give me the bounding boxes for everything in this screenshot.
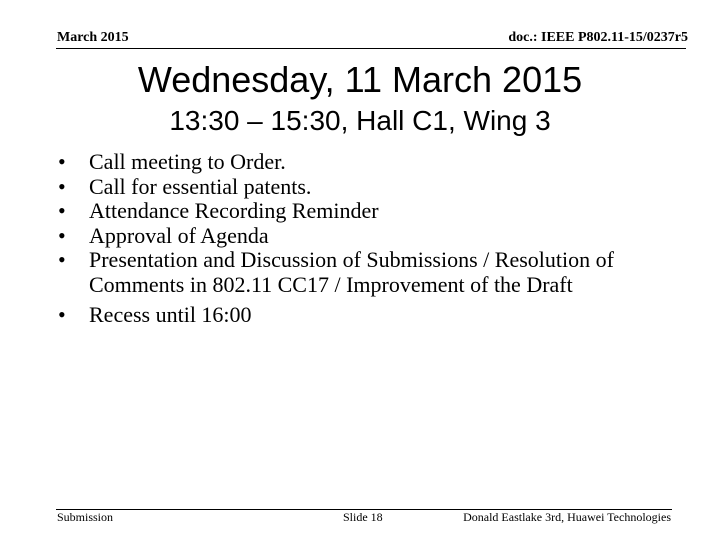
agenda-item — [58, 150, 698, 175]
agenda-item — [58, 303, 698, 328]
agenda-item — [58, 175, 698, 200]
bullet-icon: • — [58, 302, 66, 327]
agenda-item-text: Presentation and Discussion of Submissions / Resolution of Comments in 802.11 CC17 / Improvement of the Draft — [89, 247, 614, 297]
agenda-list — [58, 150, 698, 328]
header-divider — [56, 48, 686, 49]
footer-slide-number: Slide 18 — [343, 510, 383, 524]
agenda-item — [58, 248, 698, 297]
agenda-item-text: Approval of Agenda — [89, 222, 269, 248]
agenda-item-text: Attendance Recording Reminder — [89, 198, 379, 223]
agenda-item-text: Call for essential patents. — [89, 173, 312, 199]
footer-author: Donald Eastlake 3rd, Huawei Technologies — [463, 510, 671, 524]
bullet-icon: • — [58, 222, 66, 248]
header-doc-id: doc.: IEEE P802.11-15/0237r5 — [508, 30, 688, 45]
agenda-item — [58, 224, 698, 249]
agenda-item — [58, 199, 698, 224]
bullet-icon: • — [58, 247, 66, 272]
bullet-icon: • — [58, 149, 66, 174]
footer-submission: Submission — [57, 510, 114, 524]
slide-title: Wednesday, 11 March 2015 — [137, 59, 583, 100]
header-date: March 2015 — [57, 30, 129, 45]
slide-subtitle: 13:30 – 15:30, Hall C1, Wing 3 — [169, 105, 551, 136]
agenda-item-text: Call meeting to Order. — [89, 149, 286, 174]
agenda-item-text: Recess until 16:00 — [89, 302, 252, 327]
bullet-icon: • — [58, 198, 66, 223]
bullet-icon: • — [58, 173, 66, 199]
